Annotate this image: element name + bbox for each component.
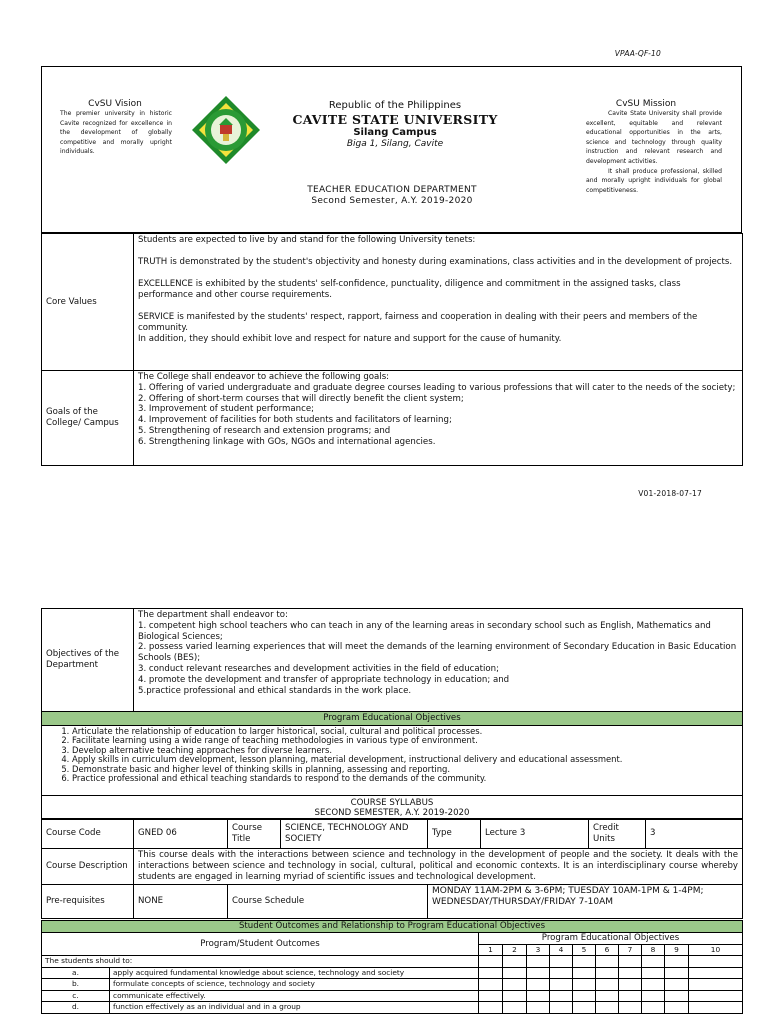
peo-number: 5 bbox=[573, 944, 596, 956]
goal-item: 5. Strengthening of research and extension programs; and bbox=[138, 425, 391, 436]
table-row bbox=[42, 979, 743, 991]
syllabus-semester: SECOND SEMESTER, A.Y. 2019-2020 bbox=[314, 807, 470, 818]
outcome-text: apply acquired fundamental knowledge about science, technology and society bbox=[110, 967, 479, 979]
peo-number: 7 bbox=[619, 944, 642, 956]
course-code-row bbox=[42, 819, 743, 849]
peo-item: 3. Develop alternative teaching approaches for diverse learners. bbox=[72, 746, 738, 755]
peo-item: 6. Practice professional and ethical teaching standards to respond to the demands of the community. bbox=[72, 774, 738, 783]
objective-item: 1. competent high school teachers who can teach in any of the learning areas in secondary school such as English, Mathematics and Biological Sciences; bbox=[138, 620, 711, 642]
course-description-row bbox=[42, 849, 743, 885]
goal-item: 6. Strengthening linkage with GOs, NGOs and international agencies. bbox=[138, 436, 436, 447]
core-values-row bbox=[42, 234, 743, 371]
credit-units-value: 3 bbox=[646, 819, 743, 849]
peo-list bbox=[46, 727, 738, 783]
outcomes-intro: The students should to: bbox=[42, 956, 479, 968]
outcomes-table bbox=[41, 920, 743, 1014]
prerequisites-value: NONE bbox=[134, 885, 228, 919]
course-title-value: SCIENCE, TECHNOLOGY AND SOCIETY bbox=[281, 819, 428, 849]
outcome-letter: c. bbox=[42, 990, 110, 1002]
outcomes-intro-row bbox=[42, 956, 743, 968]
table-row bbox=[42, 967, 743, 979]
course-info-table bbox=[41, 818, 743, 919]
peo-list-row bbox=[42, 726, 743, 796]
peo-col-label: Program Educational Objectives bbox=[479, 933, 743, 945]
university-name: CAVITE STATE UNIVERSITY bbox=[292, 112, 498, 127]
mission-text: Cavite State University shall provide excellent, equitable and relevant educational opportunities in the arts, science and technology through quality instruction and relevant research and development activities. It shall produce professional, skilled and morally upright individuals for global competitiveness. bbox=[586, 110, 722, 194]
table-row bbox=[42, 990, 743, 1002]
peo-number: 6 bbox=[596, 944, 619, 956]
outcomes-col-label: Program/Student Outcomes bbox=[42, 933, 479, 956]
addition-text: In addition, they should exhibit love and respect for nature and support for the cause of humanity. bbox=[138, 334, 562, 344]
peo-item: 2. Facilitate learning using a wide range of teaching methodologies in various type of environment. bbox=[72, 736, 738, 745]
excellence-text: EXCELLENCE is exhibited by the students' self-confidence, punctuality, diligence and commitment in the assigned tasks, class performance and other course requirements. bbox=[138, 279, 681, 300]
peo-number: 9 bbox=[665, 944, 689, 956]
goals-label: Goals of the College/ Campus bbox=[42, 371, 134, 466]
outcome-letter: b. bbox=[42, 979, 110, 991]
objective-item: 5.practice professional and ethical standards in the work place. bbox=[138, 685, 412, 696]
objective-item: 4. promote the development and transfer of appropriate technology in education; and bbox=[138, 674, 510, 685]
outcomes-colhead-row bbox=[42, 933, 743, 945]
syllabus-title-row bbox=[42, 796, 743, 820]
peo-item: 1. Articulate the relationship of education to larger historical, social, cultural and political processes. bbox=[72, 727, 738, 736]
goal-item: 4. Improvement of facilities for both students and facilitators of learning; bbox=[138, 415, 452, 426]
outcome-letter: d. bbox=[42, 1002, 110, 1014]
campus-address: Biga 1, Silang, Cavite bbox=[346, 139, 444, 149]
objective-item: 2. possess varied learning experiences that will meet the demands of the learning environment of Secondary Education in Basic Education Schools (BES); bbox=[138, 642, 737, 664]
outcomes-header: Student Outcomes and Relationship to Program Educational Objectives bbox=[42, 921, 743, 933]
peo-number: 1 bbox=[479, 944, 503, 956]
outcome-letter: a. bbox=[42, 967, 110, 979]
core-values-label: Core Values bbox=[42, 234, 134, 371]
table-row bbox=[42, 1002, 743, 1014]
values-goals-table bbox=[41, 233, 743, 466]
peo-number: 2 bbox=[503, 944, 527, 956]
objectives-content bbox=[134, 609, 743, 712]
peo-list-cell bbox=[42, 726, 743, 796]
goals-content bbox=[134, 371, 743, 466]
objectives-intro: The department shall endeavor to: bbox=[138, 610, 288, 620]
vision-title: CvSU Vision bbox=[88, 99, 142, 109]
mission-title: CvSU Mission bbox=[615, 99, 677, 109]
course-code-label: Course Code bbox=[42, 819, 134, 849]
course-description-label: Course Description bbox=[42, 849, 134, 885]
truth-text: TRUTH is demonstrated by the student's objectivity and honesty during examinations, class activities and in the development of projects. bbox=[138, 257, 733, 267]
service-text: SERVICE is manifested by the students' respect, rapport, fairness and cooperation in dealing with their peers and members of the community. bbox=[138, 312, 698, 333]
outcome-text: communicate effectively. bbox=[110, 990, 479, 1002]
prerequisites-row bbox=[42, 885, 743, 919]
department-name: TEACHER EDUCATION DEPARTMENT bbox=[307, 185, 477, 195]
syllabus-title-cell bbox=[42, 796, 743, 820]
version-code: V01-2018-07-17 bbox=[638, 489, 702, 498]
university-logo bbox=[190, 94, 262, 166]
republic-line: Republic of the Philippines bbox=[328, 100, 462, 111]
campus-name: Silang Campus bbox=[353, 127, 437, 138]
peo-item: 4. Apply skills in curriculum development, lesson planning, material development, instructional delivery and educational assessment. bbox=[72, 755, 738, 764]
course-schedule-label: Course Schedule bbox=[228, 885, 428, 919]
outcome-text: formulate concepts of science, technology and society bbox=[110, 979, 479, 991]
course-code-value: GNED 06 bbox=[134, 819, 228, 849]
peo-item: 5. Demonstrate basic and higher level of thinking skills in planning, assessing and reporting. bbox=[72, 765, 738, 774]
form-code: VPAA-QF-10 bbox=[614, 49, 661, 58]
outcomes-header-row bbox=[42, 921, 743, 933]
objectives-label: Objectives of the Department bbox=[42, 609, 134, 712]
goal-item: 3. Improvement of student performance; bbox=[138, 404, 315, 415]
peo-number: 8 bbox=[642, 944, 665, 956]
objective-item: 3. conduct relevant researches and development activities in the field of education; bbox=[138, 663, 499, 674]
course-title-label: Course Title bbox=[228, 819, 281, 849]
seal-icon bbox=[190, 94, 262, 166]
core-values-content bbox=[134, 234, 743, 371]
syllabus-title: COURSE SYLLABUS bbox=[350, 797, 434, 808]
course-description-value: This course deals with the interactions between science and technology in the development of people and the society. It deals with the interactions between science and technology in social, cultural, political and economic contexts. It is an interdisciplinary course whereby students are engaged in learning myriad of scientific issues and technological development. bbox=[134, 849, 743, 885]
objectives-row bbox=[42, 609, 743, 712]
goal-item: 1. Offering of varied undergraduate and graduate degree courses leading to various professions that will cater to the needs of the society; bbox=[138, 382, 736, 393]
vision-text: The premier university in historic Cavite recognized for excellence in the development of globally competitive and morally upright individuals. bbox=[60, 110, 172, 156]
outcome-text: function effectively as an individual and in a group bbox=[110, 1002, 479, 1014]
goal-item: 2. Offering of short-term courses that will directly benefit the client system; bbox=[138, 393, 464, 404]
semester-line: Second Semester, A.Y. 2019-2020 bbox=[311, 196, 473, 206]
core-values-intro: Students are expected to live by and stand for the following University tenets: bbox=[138, 235, 476, 245]
course-schedule-value: MONDAY 11AM-2PM & 3-6PM; TUESDAY 10AM-1PM & 1-4PM; WEDNESDAY/THURSDAY/FRIDAY 7-10AM bbox=[428, 885, 743, 919]
peo-number: 10 bbox=[689, 944, 743, 956]
prerequisites-label: Pre-requisites bbox=[42, 885, 134, 919]
peo-header: Program Educational Objectives bbox=[42, 712, 743, 726]
credit-units-label: Credit Units bbox=[589, 819, 646, 849]
peo-number: 4 bbox=[550, 944, 573, 956]
peo-number: 3 bbox=[527, 944, 550, 956]
goals-row bbox=[42, 371, 743, 466]
type-label: Type bbox=[428, 819, 481, 849]
objectives-table bbox=[41, 608, 743, 820]
goals-intro: The College shall endeavor to achieve the following goals: bbox=[138, 372, 390, 382]
type-value: Lecture 3 bbox=[481, 819, 589, 849]
peo-header-row bbox=[42, 712, 743, 726]
